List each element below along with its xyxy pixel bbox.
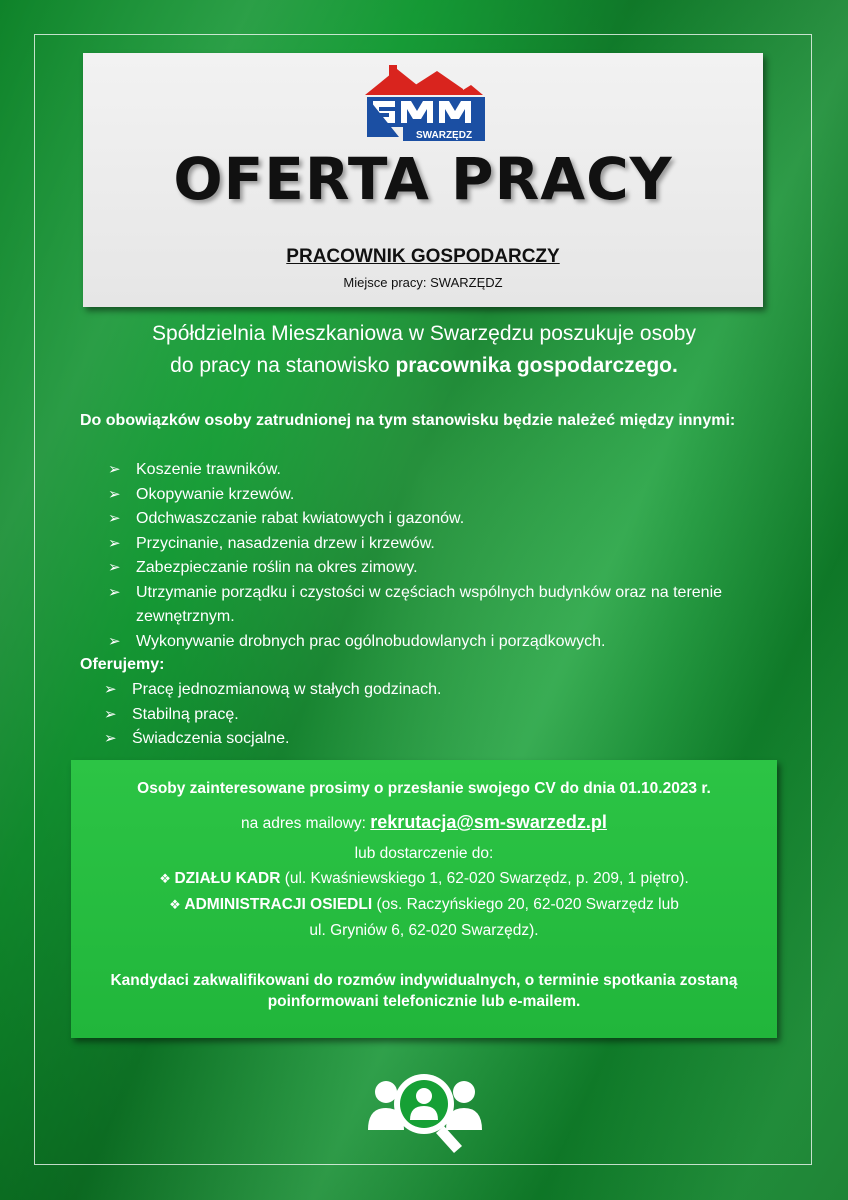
work-place: Miejsce pracy: SWARZĘDZ — [343, 275, 503, 290]
intro-line-2-bold: pracownika gospodarczego. — [395, 354, 678, 377]
duty-text: Przycinanie, nasadzenia drzew i krzewów. — [136, 534, 435, 552]
arrow-bullet-icon: ➢ — [104, 681, 117, 698]
arrow-bullet-icon: ➢ — [108, 632, 121, 650]
delivery-text: lub dostarczenie do: — [354, 845, 494, 862]
position-title: PRACOWNIK GOSPODARCZY — [286, 246, 560, 267]
mail-line — [71, 812, 777, 833]
list-item — [108, 483, 748, 508]
list-item — [104, 678, 704, 703]
list-item — [108, 581, 748, 630]
offer-heading: Oferujemy: — [80, 656, 165, 673]
arrow-bullet-icon: ➢ — [104, 705, 117, 723]
intro-text — [60, 318, 788, 382]
duties-list — [108, 458, 748, 654]
administration-name: ADMINISTRACJI OSIEDLI — [184, 896, 373, 913]
hr-department-name: DZIAŁU KADR — [174, 870, 281, 887]
final-note — [101, 970, 747, 1012]
recruitment-search-icon — [366, 1068, 484, 1156]
page-title: OFERTA PRACY — [173, 145, 673, 213]
duty-text: Utrzymanie porządku i czystości w częściach wspólnych budynków oraz na terenie zewnętrznym. — [136, 583, 723, 625]
final-note-line-1: Kandydaci zakwalifikowani do rozmów indywidualnych, o terminie spotkania zostaną — [110, 972, 738, 989]
administration-address-2: ul. Gryniów 6, 62-020 Swarzędz). — [309, 922, 539, 939]
list-item — [108, 630, 748, 655]
arrow-bullet-icon: ➢ — [108, 485, 121, 503]
list-item — [108, 532, 748, 557]
cv-deadline-text: Osoby zainteresowane prosimy o przesłanie swojego CV do dnia 01.10.2023 r. — [137, 780, 711, 797]
diamond-bullet-icon: ❖ — [159, 871, 175, 886]
email-link[interactable]: rekrutacja@sm-swarzedz.pl — [370, 812, 607, 832]
list-item — [108, 458, 748, 483]
administration-address: (os. Raczyńskiego 20, 62-020 Swarzędz lub — [372, 896, 679, 913]
offer-list — [104, 678, 704, 752]
arrow-bullet-icon: ➢ — [108, 583, 121, 601]
intro-line-2 — [60, 350, 788, 382]
list-item — [104, 703, 704, 728]
hr-department-address: (ul. Kwaśniewskiego 1, 62-020 Swarzędz, p. 209, 1 piętro). — [280, 870, 689, 887]
header-box — [83, 53, 763, 307]
mail-prefix: na adres mailowy: — [241, 815, 371, 832]
contact-box — [71, 760, 777, 1038]
list-item — [104, 727, 704, 752]
arrow-bullet-icon: ➢ — [108, 534, 121, 552]
list-item — [108, 556, 748, 581]
arrow-bullet-icon: ➢ — [108, 559, 121, 576]
hr-department-line — [71, 870, 777, 888]
duty-text: Wykonywanie drobnych prac ogólnobudowlanych i porządkowych. — [136, 632, 606, 650]
arrow-bullet-icon: ➢ — [104, 730, 117, 747]
duty-text: Zabezpieczanie roślin na okres zimowy. — [136, 559, 418, 576]
intro-line-1: Spółdzielnia Mieszkaniowa w Swarzędzu poszukuje osoby — [152, 322, 696, 345]
arrow-bullet-icon: ➢ — [108, 510, 121, 527]
duties-heading: Do obowiązków osoby zatrudnionej na tym stanowisku będzie należeć między innymi: — [80, 412, 736, 429]
offer-text: Świadczenia socjalne. — [132, 730, 290, 747]
offer-text: Pracę jednozmianową w stałych godzinach. — [132, 681, 442, 698]
list-item — [108, 507, 748, 532]
intro-line-2-prefix: do pracy na stanowisko — [170, 354, 396, 377]
arrow-bullet-icon: ➢ — [108, 461, 121, 478]
duty-text: Odchwaszczanie rabat kwiatowych i gazonów. — [136, 510, 465, 527]
company-logo — [359, 61, 487, 147]
diamond-bullet-icon: ❖ — [169, 897, 185, 912]
duty-text: Koszenie trawników. — [136, 461, 281, 478]
administration-line — [71, 896, 777, 914]
logo-text: SWARZĘDZ — [415, 130, 473, 141]
duty-text: Okopywanie krzewów. — [136, 485, 295, 503]
final-note-line-2: poinformowani telefonicznie lub e-mailem. — [267, 993, 581, 1010]
offer-text: Stabilną pracę. — [132, 705, 239, 723]
